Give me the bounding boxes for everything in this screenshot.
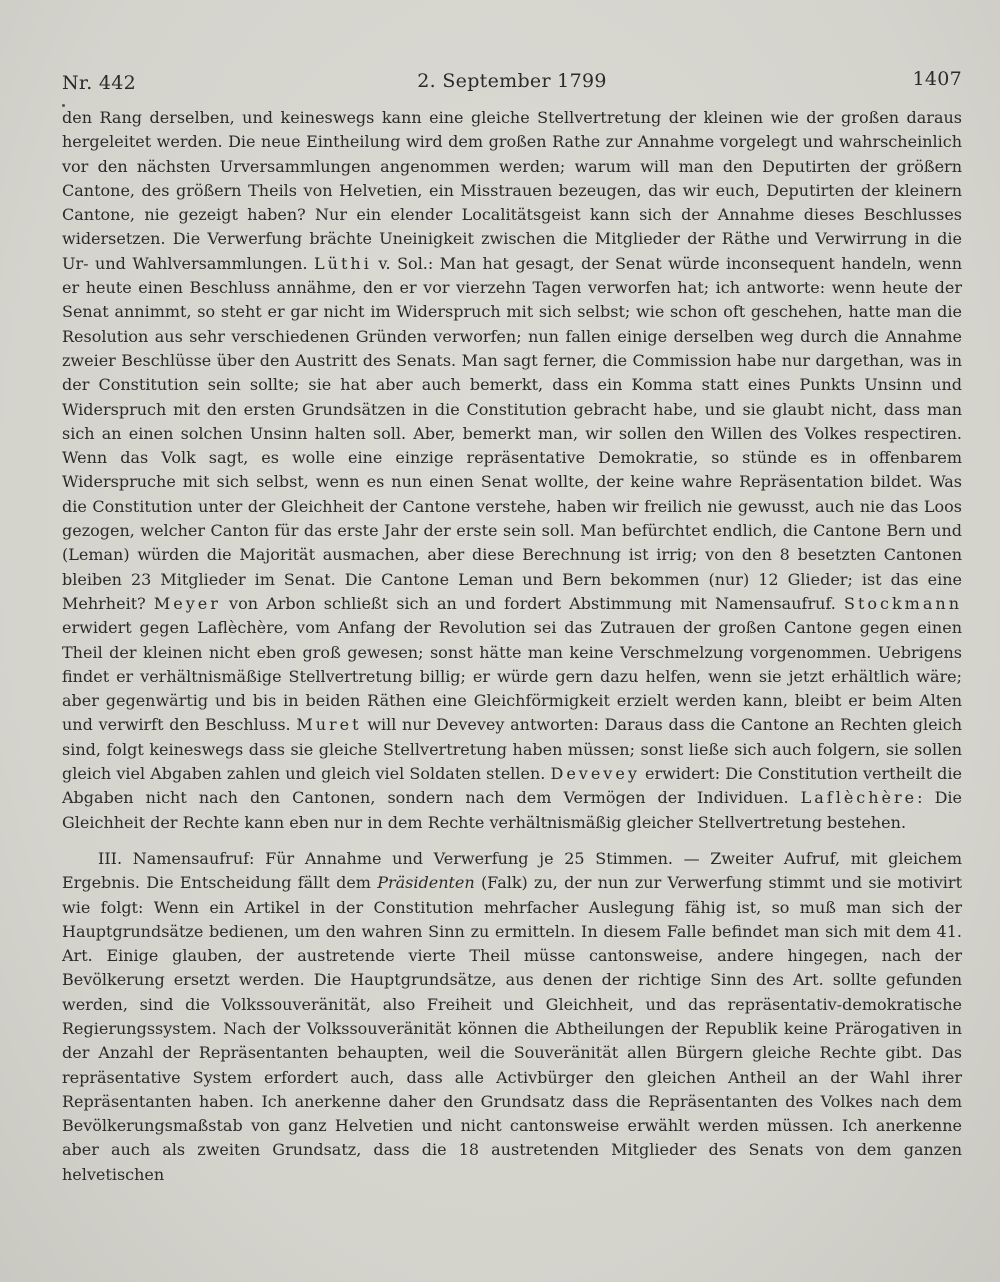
paragraph-1-text-5: will nur Devevey antworten: Daraus dass die Cantone an Rechten gleich sind, folgt keineswegs dass sie gleiche Stellvertretung haben müssen; sonst ließe sich auch folgern, sie sollen gleich viel Abgaben zahlen und gleich viel Soldaten stellen.	[62, 715, 963, 784]
paragraph-1-text-6: erwidert: Die Constitution vertheilt die Abgaben nicht nach den Cantonen, sondern nach dem Vermögen der Individuen.	[62, 764, 962, 808]
page-header	[62, 66, 962, 106]
speaker-name: Muret	[296, 715, 362, 735]
paragraph-1	[62, 106, 962, 835]
body-text	[62, 106, 962, 1187]
page-number: 1407	[912, 68, 962, 90]
speaker-name: Laflèchère	[800, 788, 918, 808]
speaker-name: Devevey	[550, 764, 640, 784]
paragraph-1-text-4: erwidert gegen Laflèchère, vom Anfang der Revolution sei das Zutrauen der großen Cantone gegen einen Theil der kleinen nicht eben groß gewesen; sonst hätte man keine Verschmelzung vorgenommen. Uebrigens findet er verhältnismäßige Stellvertretung billig; er würde gern dazu helfen, wenn sie jetzt erhältlich wäre; aber gegenwärtig und bis in beiden Räthen eine Gleichförmigkeit erzielt werden kann, bleibt er beim Alten und verwirft den Beschluss.	[62, 618, 962, 735]
speaker-name: Stockmann	[844, 593, 962, 613]
paragraph-1-text-3: von Arbon schließt sich an und fordert Abstimmung mit Namensaufruf.	[220, 593, 844, 613]
issue-number: Nr. 442	[62, 72, 137, 94]
paragraph-2-text-1: III. Namensaufruf: Für Annahme und Verwerfung je 25 Stimmen. — Zweiter Aufruf, mit gleichem Ergebnis. Die Entscheidung fällt dem	[62, 848, 962, 893]
paragraph-2-text-2: (Falk) zu, der nun zur Verwerfung stimmt und sie motivirt wie folgt: Wenn ein Artikel in der Constitution mehrfacher Auslegung fähig ist, so muß man sich der Hauptgrundsätze bedienen, um den wahren Sinn zu ermitteln. In diesem Falle befindet man sich mit dem 41. Art. Einige glauben, der austretende vierte Theil müsse cantonsweise, andere hingegen, nach der Bevölkerung ersetzt werden. Die Hauptgrundsätze, aus denen der richtige Sinn des Art. sollte gefunden werden, sind die Volkssouveränität, also Freiheit und Gleichheit, und das repräsentativ-demokratische Regierungssystem. Nach der Volkssouveränität können die Abtheilungen der Republik keine Prärogativen in der Anzahl der Repräsentanten behaupten, weil die Souveränität allen Bürgern gleiche Rechte gibt. Das repräsentative System erfordert auch, dass alle Activbürger den gleichen Antheil an der Wahl ihrer Repräsentanten haben. Ich anerkenne daher den Grundsatz dass die Repräsentanten des Volkes nach dem Bevölkerungsmaßstab von ganz Helvetien und nicht cantonsweise erwählt werden müssen. Ich anerkenne aber auch als zweiten Grundsatz, dass die 18 austretenden Mitglieder des Senats von dem ganzen helvetischen	[62, 873, 962, 1184]
paragraph-1-text-2: v. Sol.: Man hat gesagt, der Senat würde inconsequent handeln, wenn er heute einen Beschluss annähme, den er vor vierzehn Tagen verworfen hat; ich antworte: wenn heute der Senat annimmt, so steht er gar nicht im Widerspruch mit sich selbst; wie schon oft geschehen, hatte man die Resolution aus sehr verschiedenen Gründen verworfen; nun fallen einige derselben weg durch die Annahme zweier Beschlüsse über den Austritt des Senats. Man sagt ferner, die Commission habe nur dargethan, was in der Constitution sein sollte; sie hat aber auch bemerkt, dass ein Komma statt eines Punkts Unsinn und Widerspruch mit den ersten Grundsätzen in die Constitution gebracht habe, und sie glaubt nicht, dass man sich an einen solchen Unsinn halten soll. Aber, bemerkt man, wir sollen den Willen des Volkes respectiren. Wenn das Volk sagt, es wolle eine einzige repräsentative Demokratie, so stünde es in offenbarem Widerspruche mit sich selbst, wenn es nun einen Senat wollte, der keine wahre Repräsentation bildet. Was die Constitution unter der Gleichheit der Cantone verstehe, haben wir freilich nie gewusst, auch nie das Loos gezogen, welcher Canton für das erste Jahr der erste sein soll. Man befürchtet endlich, die Cantone Bern und (Leman) würden die Majorität ausmachen, aber diese Berechnung ist irrig; von den 8 besetzten Cantonen bleiben 23 Mitglieder im Senat. Die Cantone Leman und Bern bekommen (nur) 12 Glieder; ist das eine Mehrheit?	[62, 253, 962, 613]
paragraph-1-text-7: : Die Gleichheit der Rechte kann eben nur in dem Rechte verhältnismäßig gleicher Stellvertretung bestehen.	[62, 788, 963, 832]
speaker-name: Lüthi	[314, 253, 372, 273]
italic-term: Präsidenten	[377, 873, 475, 893]
issue-date: 2. September 1799	[417, 70, 607, 92]
speaker-name: Meyer	[153, 593, 221, 613]
paragraph-1-text-1: den Rang derselben, und keineswegs kann eine gleiche Stellvertretung der kleinen wie der großen daraus hergeleitet werden. Die neue Eintheilung wird dem großen Rathe zur Annahme vorgelegt und wahrscheinlich vor den nächsten Urversammlungen angenommen werden; warum will man den Deputirten der größern Cantone, des größern Theils von Helvetien, ein Misstrauen bezeugen, das wir euch, Deputirten der kleinern Cantone, nie gezeigt haben? Nur ein elender Localitätsgeist kann sich der Annahme dieses Beschlusses widersetzen. Die Verwerfung brächte Uneinigkeit zwischen die Mitglieder der Räthe und Verwirrung in die Ur- und Wahlversammlungen.	[62, 108, 962, 273]
paragraph-2	[62, 847, 962, 1187]
